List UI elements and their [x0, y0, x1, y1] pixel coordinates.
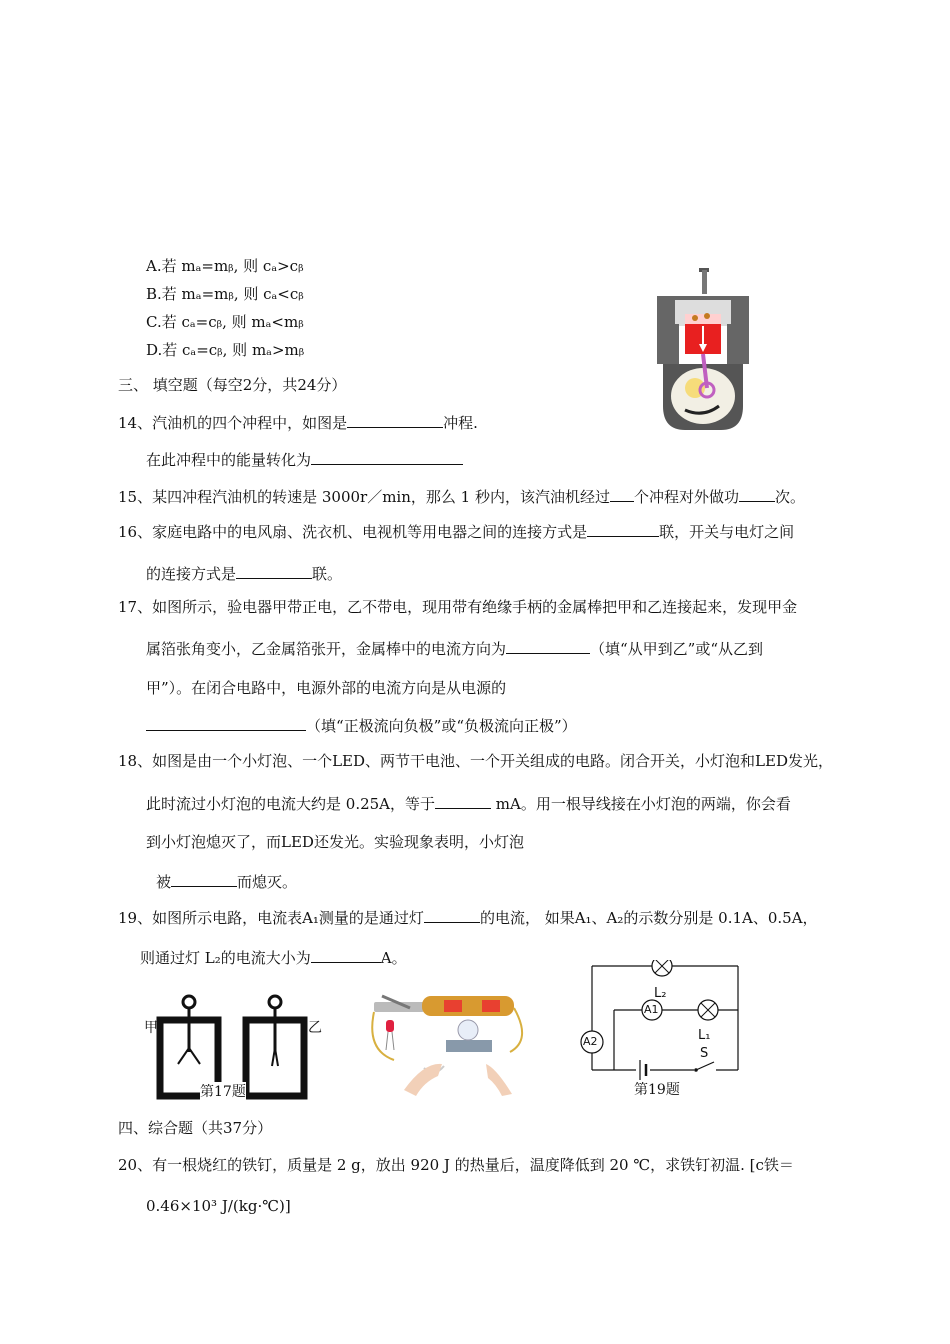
label-yi: 乙 — [308, 1020, 322, 1036]
q17-text-c: （填“正极流向负极”或“负极流向正极”） — [306, 717, 577, 735]
question-17-line-1: 17、如图所示，验电器甲带正电，乙不带电，现用带有绝缘手柄的金属棒把甲和乙连接起来，发现甲金 — [118, 598, 798, 616]
question-18-line-2 — [146, 792, 791, 814]
q17-text-b: （填“从甲到乙”或“从乙到 — [590, 640, 764, 658]
q14-blank-1[interactable] — [347, 411, 443, 428]
circuit-diagram — [574, 960, 744, 1100]
gasoline-engine-figure — [655, 266, 765, 436]
q18-text-a: 此时流过小灯泡的电流大约是 0.25A，等于 — [146, 795, 436, 813]
question-20-line-2: 0.46×10³ J/(kg·℃)] — [146, 1197, 291, 1215]
label-switch: S — [700, 1046, 709, 1061]
electroscope-figure — [144, 990, 322, 1100]
label-l1: L₁ — [698, 1028, 711, 1043]
q19-text-b: 的电流， 如果A₁、A₂的示数分别是 0.1A、0.5A， — [479, 909, 818, 927]
q15-blank-2[interactable] — [739, 485, 775, 502]
section-3-heading: 三、 填空题（每空2分，共24分） — [118, 376, 347, 394]
question-15 — [118, 485, 805, 507]
label-jia: 甲 — [144, 1020, 158, 1036]
question-18-line-1: 18、如图是由一个小灯泡、一个LED、两节干电池、一个开关组成的电路。闭合开关，小灯泡和LED发光， — [118, 752, 833, 770]
q19-blank-2[interactable] — [311, 946, 381, 963]
q18-blank-2[interactable] — [171, 870, 237, 887]
label-a2: A2 — [583, 1035, 598, 1048]
circuit-figure-19 — [574, 960, 744, 1100]
question-19-line-1 — [118, 906, 818, 928]
q19-text-d: A。 — [380, 949, 407, 967]
question-17-line-4 — [146, 714, 577, 736]
q19-blank-1[interactable] — [424, 906, 480, 923]
question-18-line-3: 到小灯泡熄灭了，而LED还发光。实验现象表明，小灯泡 — [146, 833, 524, 851]
q16-text-d: 联。 — [312, 565, 343, 583]
figure-19-caption: 第19题 — [634, 1082, 680, 1098]
q19-text-a: 19、如图所示电路，电流表A₁测量的是通过灯 — [118, 909, 424, 927]
q16-text-c: 的连接方式是 — [146, 565, 237, 583]
question-14 — [118, 411, 478, 433]
q16-text-b: 联，开关与电灯之间 — [659, 523, 795, 541]
q15-text-c: 次。 — [774, 488, 805, 506]
led-circuit-figure — [364, 990, 530, 1100]
q15-text-a: 15、某四冲程汽油机的转速是 3000r／min，那么 1 秒内，该汽油机经过 — [118, 488, 610, 506]
q14-text-b: 冲程. — [443, 414, 478, 432]
q16-blank-1[interactable] — [587, 520, 659, 537]
q18-text-d: 而熄灭。 — [237, 873, 298, 891]
option-b: B.若 mₐ=mᵦ, 则 cₐ<cᵦ — [146, 285, 304, 303]
question-20-line-1: 20、有一根烧红的铁钉，质量是 2 g，放出 920 J 的热量后，温度降低到 20 ℃，求铁钉初温. [c铁＝ — [118, 1156, 794, 1174]
option-d: D.若 cₐ=cᵦ, 则 mₐ>mᵦ — [146, 341, 305, 359]
question-19-line-2 — [140, 946, 407, 968]
question-16-line-2 — [146, 562, 342, 584]
q17-text-a: 属箔张角变小，乙金属箔张开，金属棒中的电流方向为 — [146, 640, 507, 658]
q15-text-b: 个冲程对外做功 — [633, 488, 739, 506]
question-16 — [118, 520, 794, 542]
label-a1: A1 — [644, 1003, 659, 1016]
label-l2: L₂ — [654, 986, 667, 1001]
q17-blank-1[interactable] — [506, 637, 590, 654]
q14-text-c: 在此冲程中的能量转化为 — [146, 451, 312, 469]
question-17-line-2 — [146, 637, 763, 659]
q17-blank-2[interactable] — [146, 714, 306, 731]
section-4-heading: 四、综合题（共37分） — [118, 1119, 273, 1137]
q18-text-c: 被 — [156, 873, 172, 891]
q18-text-b: mA。用一根导线接在小灯泡的两端，你会看 — [491, 795, 791, 813]
q14-text-a: 14、汽油机的四个冲程中，如图是 — [118, 414, 348, 432]
q16-text-a: 16、家庭电路中的电风扇、洗衣机、电视机等用电器之间的连接方式是 — [118, 523, 588, 541]
question-17-line-3: 甲”）。在闭合电路中，电源外部的电流方向是从电源的 — [146, 679, 507, 697]
q14-blank-2[interactable] — [311, 448, 463, 465]
question-18-line-4 — [156, 870, 297, 892]
q19-text-c: 则通过灯 L₂的电流大小为 — [140, 949, 311, 967]
q15-blank-1[interactable] — [610, 485, 634, 502]
figure-17-caption: 第17题 — [200, 1084, 246, 1100]
option-c: C.若 cₐ=cᵦ, 则 mₐ<mᵦ — [146, 313, 304, 331]
option-a: A.若 mₐ=mᵦ, 则 cₐ>cᵦ — [146, 257, 304, 275]
question-14-line-2 — [146, 448, 463, 470]
q18-blank-1[interactable] — [435, 792, 491, 809]
q16-blank-2[interactable] — [236, 562, 312, 579]
